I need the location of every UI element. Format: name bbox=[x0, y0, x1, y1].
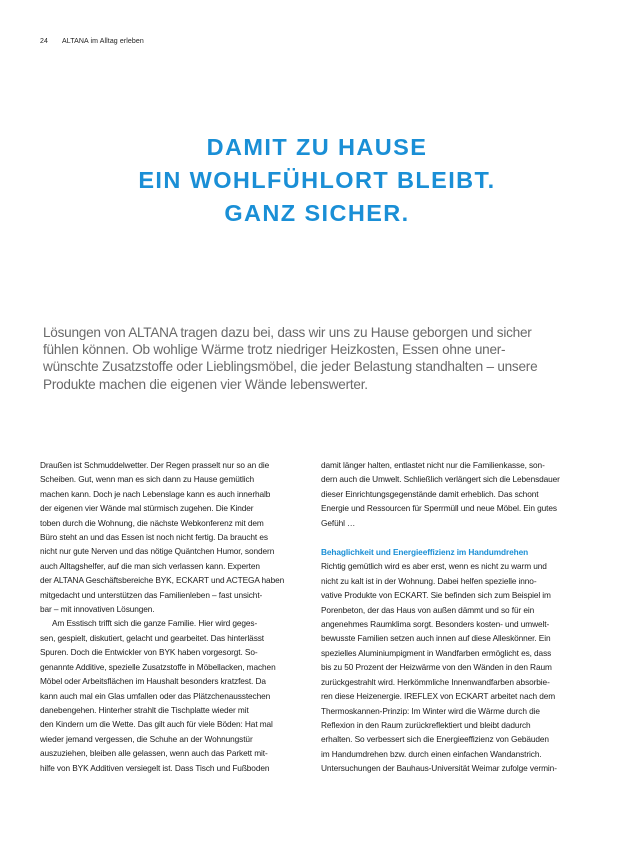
body-line: machen kann. Doch je nach Lebenslage kann es auch innerhalb bbox=[40, 488, 271, 499]
body-line: Energie und Ressourcen für Sperrmüll und neue Möbel. Ein gutes bbox=[321, 503, 557, 514]
body-line: Draußen ist Schmuddelwetter. Der Regen prasselt nur so an die bbox=[40, 460, 270, 470]
headline-line: DAMIT ZU HAUSE bbox=[206, 134, 428, 160]
headline bbox=[0, 131, 634, 230]
body-line: auszuziehen, bleiben alle gelassen, wenn auch das Parkett mit- bbox=[40, 748, 268, 759]
body-line: dieser Einrichtungsgegenstände damit erheblich. Das schont bbox=[321, 488, 539, 499]
body-line: sen, gespielt, diskutiert, gelacht und gearbeitet. Das hinterlässt bbox=[40, 632, 264, 643]
body-line: nicht nur gute Nerven und das nötige Quäntchen Humor, sondern bbox=[40, 546, 275, 557]
body-column-left bbox=[40, 458, 306, 775]
body-line: nicht zu kalt ist in der Wohnung. Dabei helfen spezielle inno- bbox=[321, 575, 537, 586]
body-line: bar – mit innovativen Lösungen. bbox=[40, 604, 155, 615]
body-line: dern auch die Umwelt. Schließlich verlängert sich die Lebensdauer bbox=[321, 474, 560, 485]
body-line: bis zu 50 Prozent der Heizwärme von den Wänden in den Raum bbox=[321, 662, 552, 673]
body-line: danebengehen. Hinterher strahlt die Tischplatte wieder mit bbox=[40, 704, 249, 715]
paragraph-gap bbox=[321, 530, 587, 545]
body-line: Reflexion in den Raum zurückreflektiert und bleibt dadurch bbox=[321, 719, 531, 730]
body-line: mitgedacht und unterstützen das Familienleben – fast unsicht- bbox=[40, 589, 263, 600]
body-line: Richtig gemütlich wird es aber erst, wenn es nicht zu warm und bbox=[321, 561, 547, 572]
lead-line: wünschte Zusatzstoffe oder Lieblingsmöbel, die jeder Belastung standhalten – unsere bbox=[43, 359, 538, 375]
body-line: Scheiben. Gut, wenn man es sich dann zu Hause gemütlich bbox=[40, 474, 255, 485]
body-line: vative Produkte von ECKART. Sie befinden sich zum Beispiel im bbox=[321, 590, 551, 601]
lead-line: fühlen können. Ob wohlige Wärme trotz niedriger Heizkosten, Essen ohne uner- bbox=[43, 342, 506, 358]
body-line: im Handumdrehen bzw. durch einen einfachen Wandanstrich. bbox=[321, 748, 542, 759]
body-line: Gefühl … bbox=[321, 517, 356, 528]
page-number: 24 bbox=[40, 38, 48, 45]
headline-line: EIN WOHLFÜHLORT BLEIBT. bbox=[138, 167, 496, 193]
body-line: genannte Additive, spezielle Zusatzstoffe in Möbellacken, machen bbox=[40, 661, 276, 672]
running-title: ALTANA im Alltag erleben bbox=[62, 38, 144, 45]
body-line: wieder jemand vergessen, die Schuhe an der Wohnungstür bbox=[40, 733, 253, 744]
body-line: auch Alltagshelfer, auf die man sich verlassen kann. Experten bbox=[40, 560, 260, 571]
body-line: Spuren. Doch die Entwickler von BYK haben vorgesorgt. So- bbox=[40, 647, 258, 658]
body-line: der eigenen vier Wände mal stürmisch zugehen. Die Kinder bbox=[40, 503, 254, 514]
body-column-right bbox=[321, 458, 587, 776]
body-line: zurückgestrahlt wird. Herkömmliche Innenwandfarben absorbie- bbox=[321, 676, 550, 687]
body-line: Büro steht an und das Essen ist noch nicht fertig. Da braucht es bbox=[40, 532, 268, 543]
body-line: Möbel oder Arbeitsflächen im Haushalt besonders kratzfest. Da bbox=[40, 676, 266, 687]
section-subheading: Behaglichkeit und Energieeffizienz im Handumdrehen bbox=[321, 547, 529, 558]
body-line: Thermoskannen-Prinzip: Im Winter wird die Wärme durch die bbox=[321, 705, 540, 716]
lead-line: Lösungen von ALTANA tragen dazu bei, dass wir uns zu Hause geborgen und sicher bbox=[43, 325, 532, 340]
body-line: der ALTANA Geschäftsbereiche BYK, ECKART und ACTEGA haben bbox=[40, 575, 285, 586]
lead-line: Produkte machen die eigenen vier Wände lebenswerter. bbox=[43, 376, 368, 392]
body-line: Am Esstisch trifft sich die ganze Familie. Hier wird geges- bbox=[52, 618, 258, 629]
body-line: toben durch die Wohnung, die nächste Webkonferenz mit dem bbox=[40, 517, 264, 528]
body-line: Porenbeton, der das Haus von außen dämmt und so für ein bbox=[321, 604, 535, 615]
body-line: Untersuchungen der Bauhaus-Universität Weimar zufolge vermin- bbox=[321, 763, 557, 774]
body-line: bewusste Familien setzen auch innen auf diese Alleskönner. Ein bbox=[321, 633, 551, 644]
body-line: kann auch mal ein Glas umfallen oder das Plätzchenausstechen bbox=[40, 690, 271, 701]
body-line: angenehmes Raumklima sorgt. Besonders kosten- und umwelt- bbox=[321, 619, 550, 630]
body-line: den Kindern um die Wette. Das gilt auch für viele Böden: Hat mal bbox=[40, 719, 273, 730]
body-line: ren diese Heizenergie. IREFLEX von ECKART arbeitet nach dem bbox=[321, 691, 556, 702]
body-line: damit länger halten, entlastet nicht nur die Familienkasse, son- bbox=[321, 460, 545, 470]
running-header bbox=[40, 38, 144, 45]
body-line: hilfe von BYK Additiven versiegelt ist. Dass Tisch und Fußboden bbox=[40, 762, 270, 773]
lead-paragraph bbox=[43, 324, 603, 393]
body-line: spezielles Aluminiumpigment in Wandfarben ermöglicht es, dass bbox=[321, 647, 552, 658]
headline-line: GANZ SICHER. bbox=[224, 200, 410, 226]
body-line: erhalten. So verbessert sich die Energieeffizienz von Gebäuden bbox=[321, 734, 549, 745]
